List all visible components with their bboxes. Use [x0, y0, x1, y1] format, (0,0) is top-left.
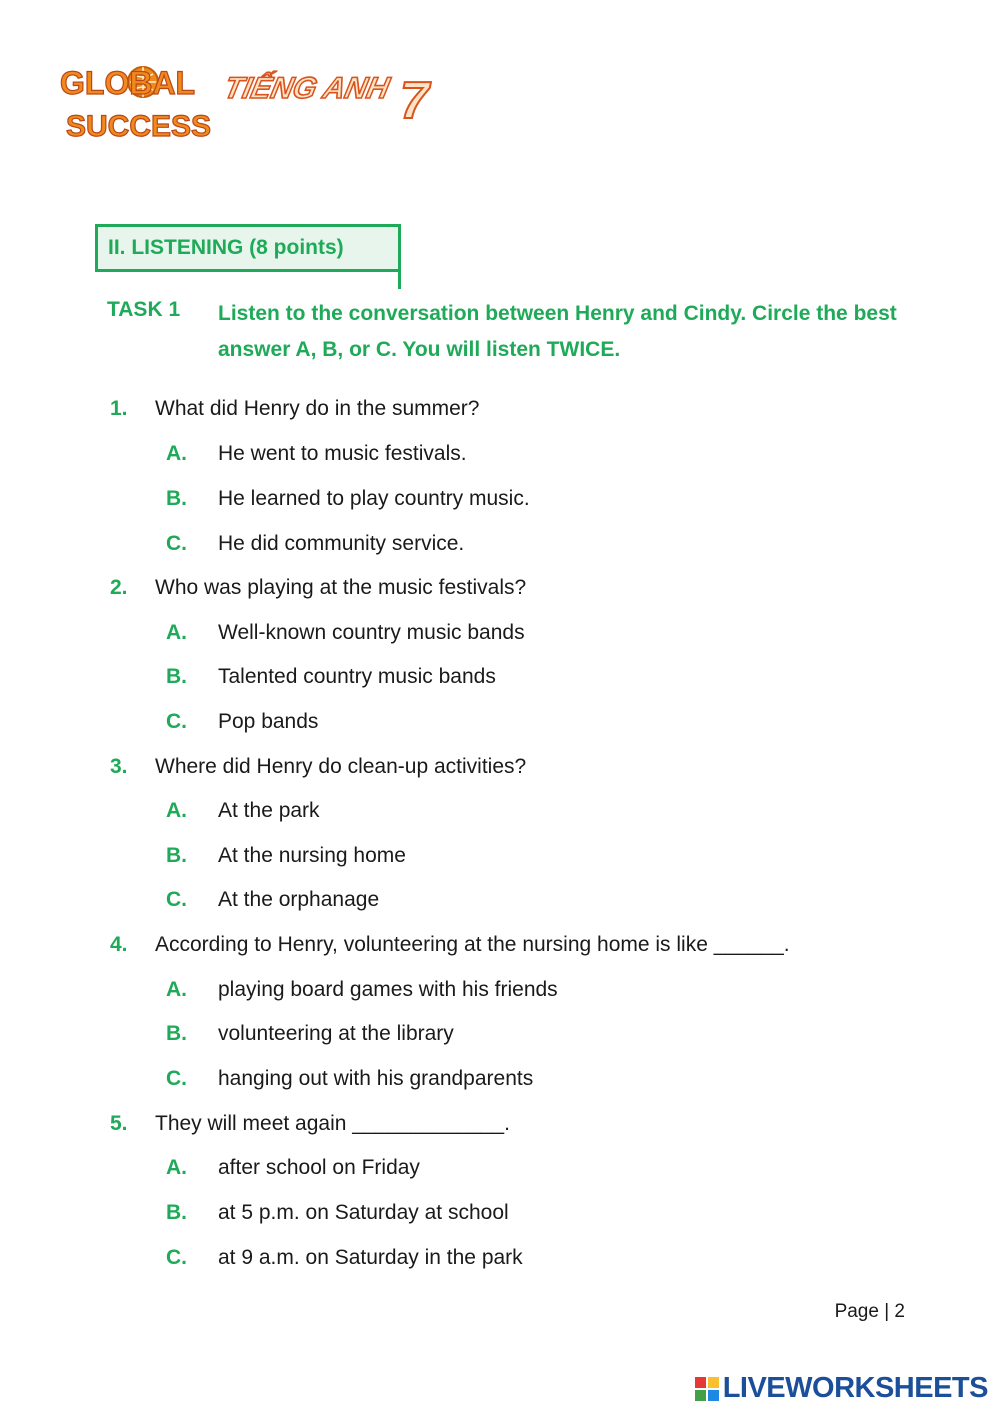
question-number: 2. — [110, 576, 128, 599]
svg-text:GLOBAL: GLOBAL — [60, 65, 196, 101]
page-number: Page | 2 — [834, 1301, 905, 1322]
option-letter[interactable]: A. — [166, 621, 187, 644]
question-text: According to Henry, volunteering at the nursing home is like ______. — [155, 933, 790, 956]
task-label: TASK 1 — [107, 298, 181, 321]
question-number: 5. — [110, 1112, 128, 1135]
question-number: 3. — [110, 755, 128, 778]
svg-text:TIẾNG ANH: TIẾNG ANH — [221, 72, 393, 105]
option-letter[interactable]: A. — [166, 978, 187, 1001]
question-text: Who was playing at the music festivals? — [155, 576, 527, 599]
option-text[interactable]: At the park — [218, 799, 320, 822]
question-text: They will meet again _____________. — [155, 1112, 510, 1135]
liveworksheets-brand[interactable] — [694, 1372, 988, 1405]
option-text[interactable]: hanging out with his grandparents — [218, 1067, 534, 1090]
option-text[interactable]: after school on Friday — [218, 1156, 420, 1179]
option-letter[interactable]: A. — [166, 1156, 187, 1179]
question-number: 1. — [110, 397, 128, 420]
option-text[interactable]: He did community service. — [218, 532, 465, 555]
option-text[interactable]: At the nursing home — [218, 844, 406, 867]
option-letter[interactable]: C. — [166, 710, 187, 733]
global-success-tieng-anh-7-logo — [60, 56, 440, 156]
option-letter[interactable]: B. — [166, 1022, 187, 1045]
option-text[interactable]: He went to music festivals. — [218, 442, 467, 465]
option-letter[interactable]: C. — [166, 1067, 187, 1090]
option-text[interactable]: at 5 p.m. on Saturday at school — [218, 1201, 509, 1224]
section-title: II. LISTENING (8 points) — [108, 236, 344, 259]
option-letter[interactable]: C. — [166, 888, 187, 911]
option-letter[interactable]: A. — [166, 799, 187, 822]
option-text[interactable]: At the orphanage — [218, 888, 380, 911]
option-letter[interactable]: C. — [166, 532, 187, 555]
task-instruction: Listen to the conversation between Henry and Cindy. Circle the best answer A, B, or C. You will listen TWICE. — [218, 302, 897, 361]
section-heading-box — [95, 224, 401, 272]
option-text[interactable]: Well-known country music bands — [218, 621, 525, 644]
option-text[interactable]: at 9 a.m. on Saturday in the park — [218, 1246, 523, 1269]
question-text: Where did Henry do clean-up activities? — [155, 755, 527, 778]
option-text[interactable]: volunteering at the library — [218, 1022, 454, 1045]
option-letter[interactable]: B. — [166, 844, 187, 867]
liveworksheets-wordmark: LIVEWORKSHEETS — [722, 1372, 988, 1404]
option-letter[interactable]: C. — [166, 1246, 187, 1269]
option-letter[interactable]: B. — [166, 487, 187, 510]
option-text[interactable]: He learned to play country music. — [218, 487, 530, 510]
option-text[interactable]: Pop bands — [218, 710, 319, 733]
svg-text:SUCCESS: SUCCESS — [66, 110, 212, 143]
option-letter[interactable]: B. — [166, 665, 187, 688]
option-letter[interactable]: A. — [166, 442, 187, 465]
liveworksheets-logo-icon — [694, 1376, 720, 1402]
option-letter[interactable]: B. — [166, 1201, 187, 1224]
option-text[interactable]: Talented country music bands — [218, 665, 496, 688]
question-number: 4. — [110, 933, 128, 956]
option-text[interactable]: playing board games with his friends — [218, 978, 558, 1001]
question-text: What did Henry do in the summer? — [155, 397, 480, 420]
svg-text:7: 7 — [400, 72, 429, 130]
